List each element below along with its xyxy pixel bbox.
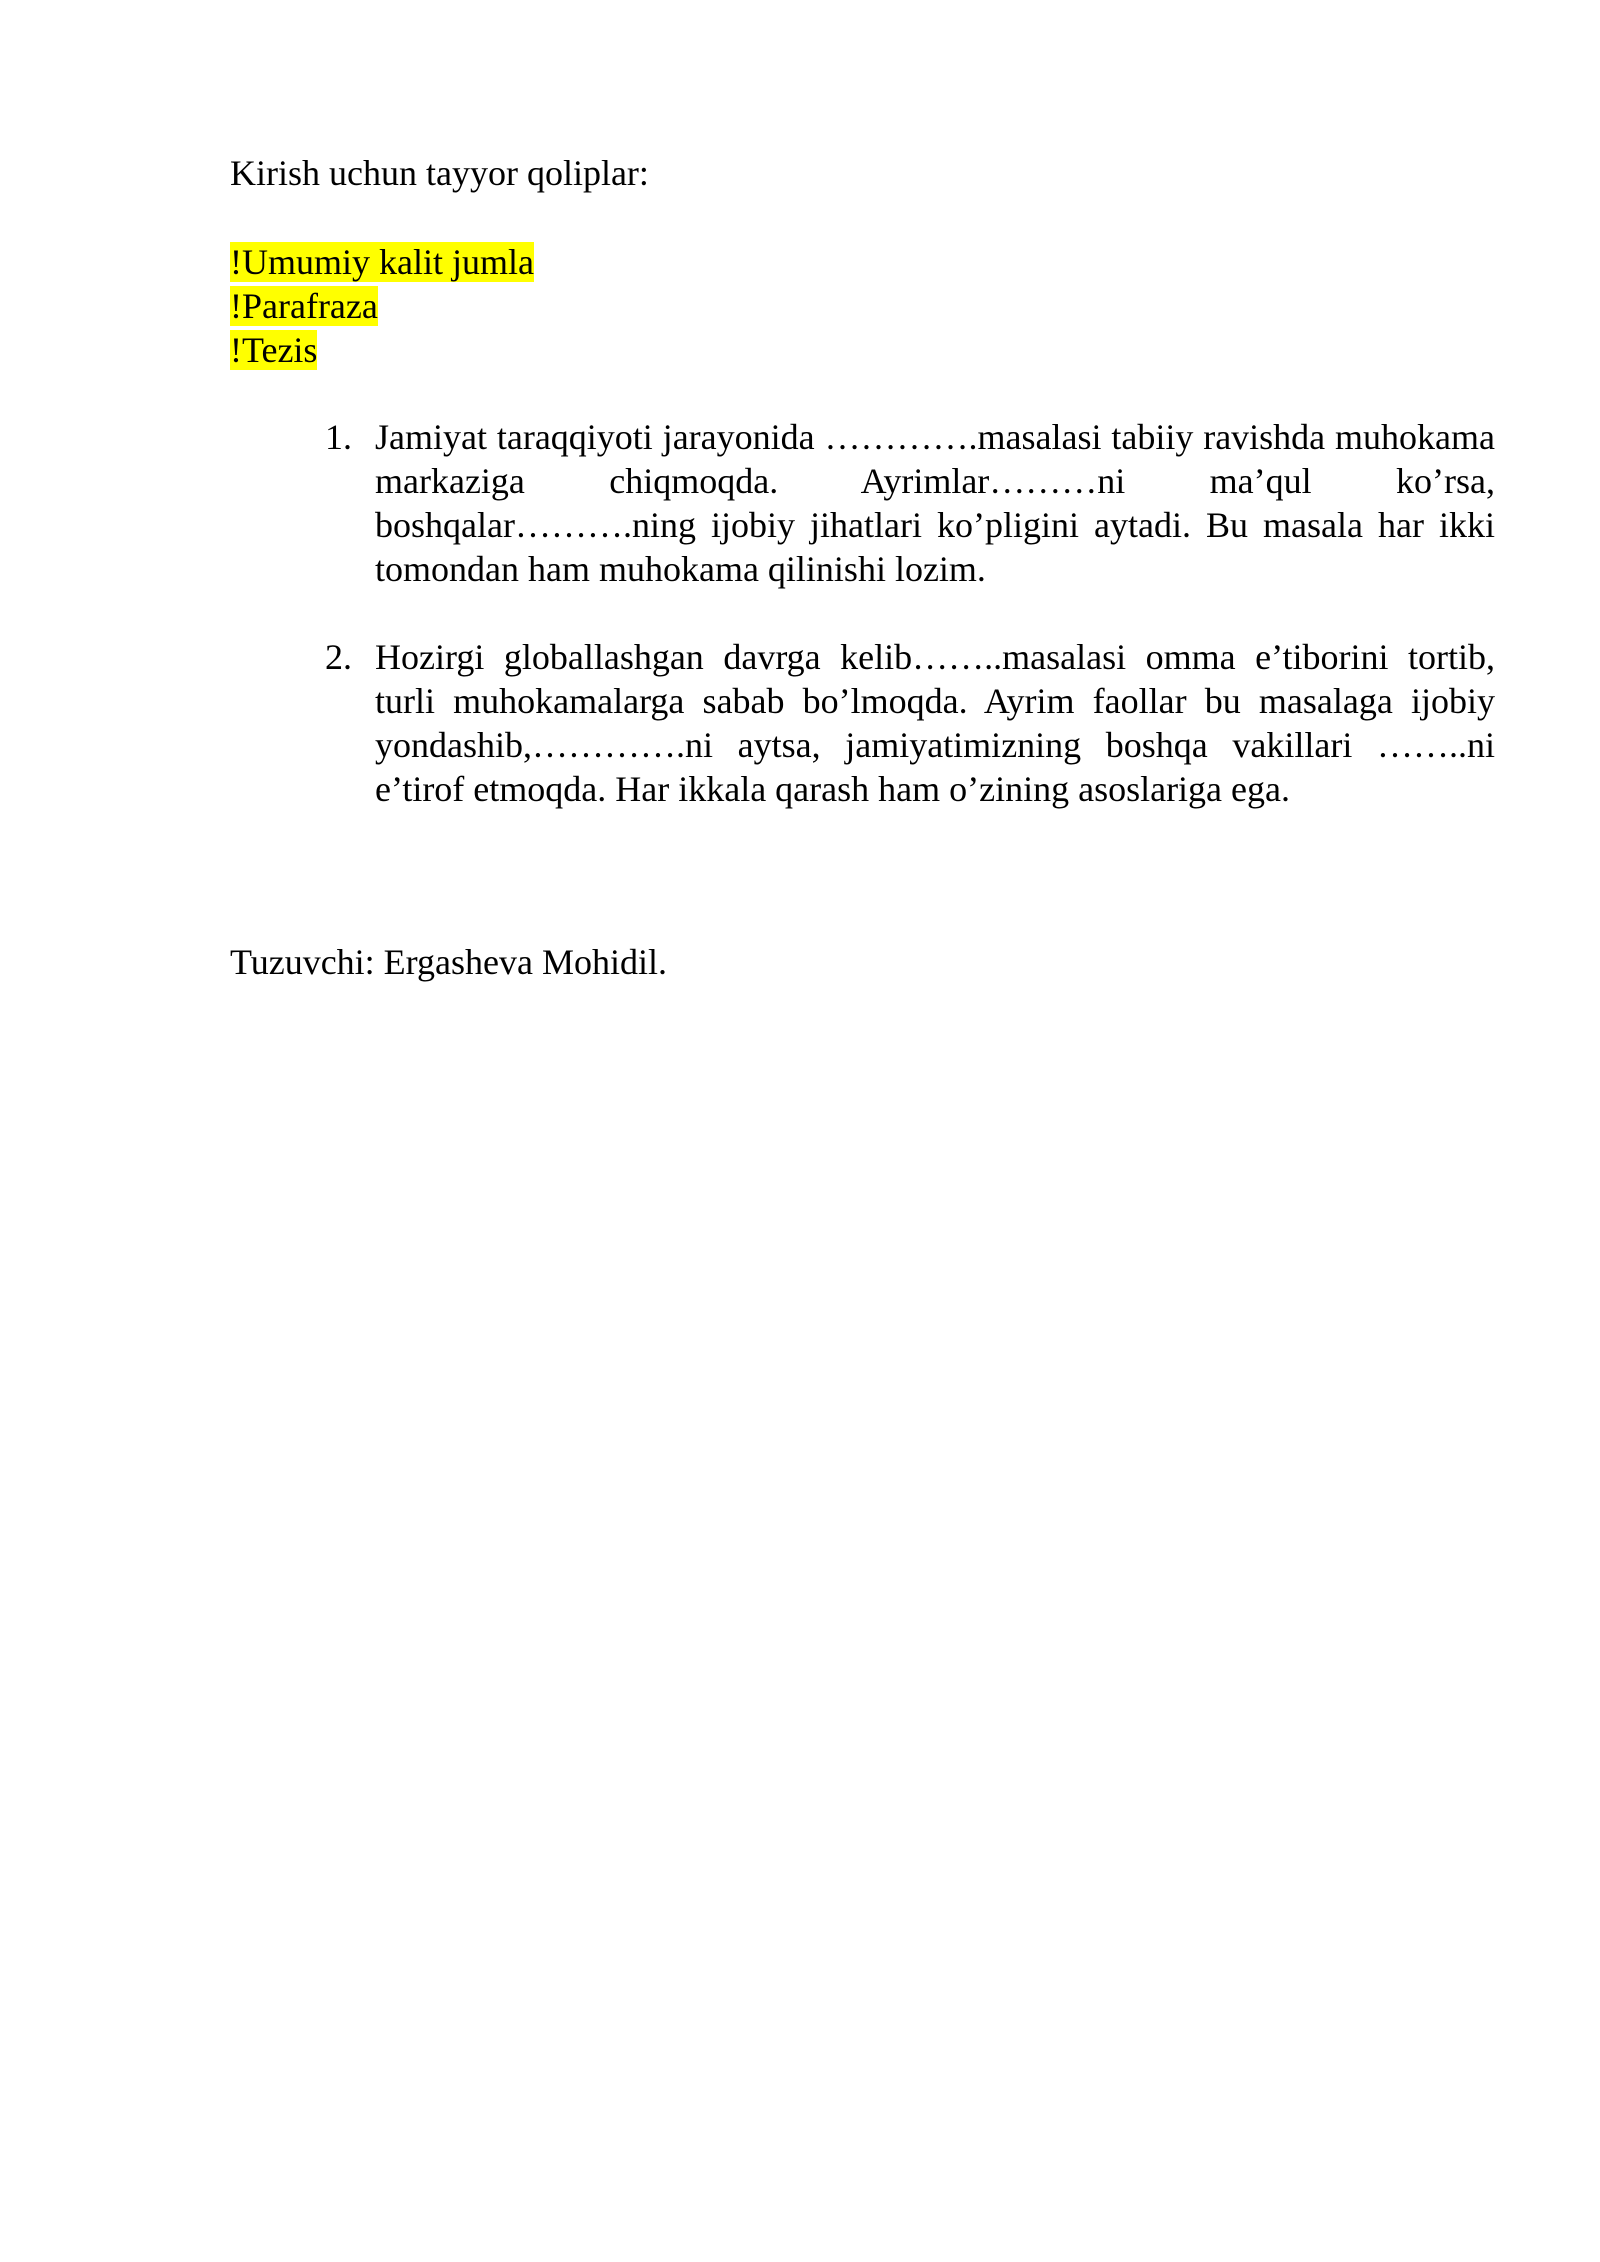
highlighted-item-text: !Umumiy kalit jumla [230, 242, 534, 282]
list-item [325, 635, 1495, 811]
list-item [325, 415, 1495, 591]
list-item-number: 1. [325, 417, 352, 457]
numbered-template-list [325, 415, 1495, 811]
highlighted-item [230, 240, 534, 284]
list-item-text: Hozirgi globallashgan davrga kelib……..masalasi omma e’tiborini tortib, turli muhokamalarga sabab bo’lmoqda. Ayrim faollar bu masalaga ijobiy yondashib,………….ni aytsa, jamiyatimizning boshqa vakillari ……..ni e’tirof etmoqda. Har ikkala qarash ham o’zining asoslariga ega. [375, 637, 1495, 809]
highlighted-item-text: !Parafraza [230, 286, 378, 326]
list-item-text: Jamiyat taraqqiyoti jarayonida ………….masalasi tabiiy ravishda muhokama markaziga chiqmoqda. Ayrimlar………ni ma’qul ko’rsa, boshqalar……….ning ijobiy jihatlari ko’pligini aytadi. Bu masala har ikki tomondan ham muhokama qilinishi lozim. [375, 417, 1495, 589]
highlighted-item [230, 328, 534, 372]
highlighted-item [230, 284, 534, 328]
document-heading: Kirish uchun tayyor qoliplar: [230, 153, 649, 193]
list-item-number: 2. [325, 637, 352, 677]
highlighted-item-text: !Tezis [230, 330, 318, 370]
highlighted-template-list [230, 240, 534, 372]
author-line: Tuzuvchi: Ergasheva Mohidil. [230, 942, 667, 982]
